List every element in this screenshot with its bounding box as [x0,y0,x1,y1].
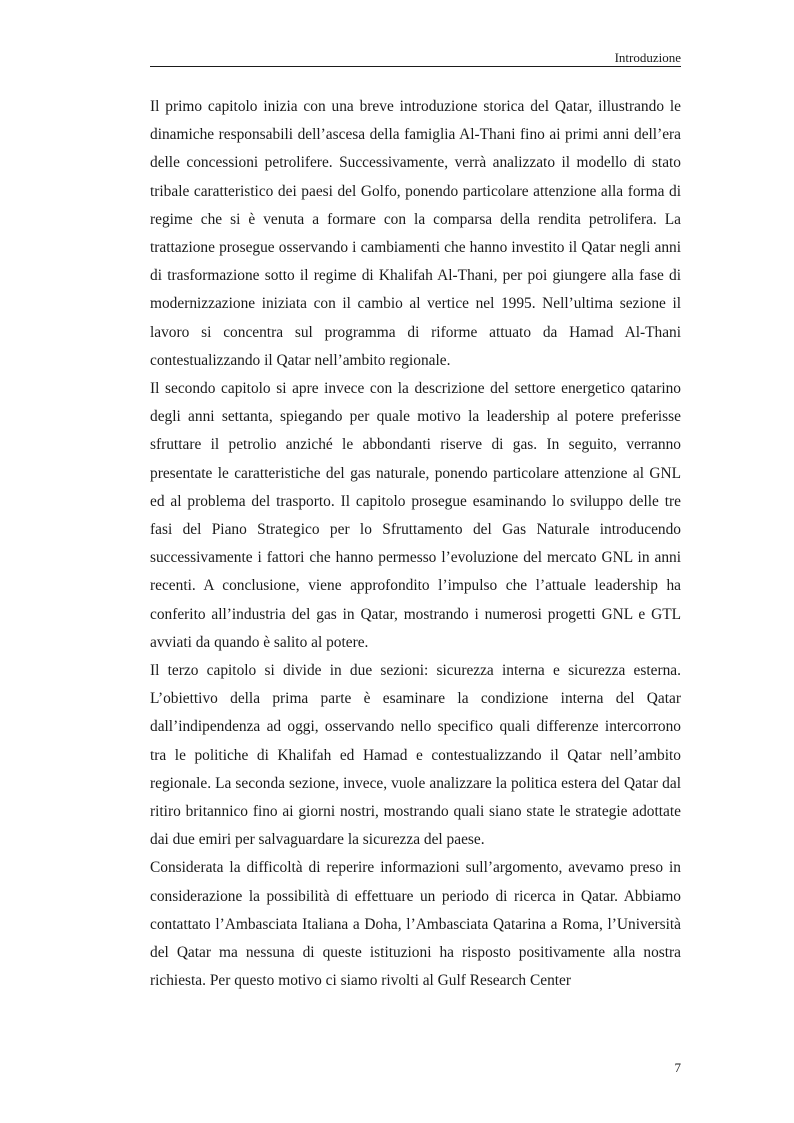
paragraph-chapter-3: Il terzo capitolo si divide in due sezioni: sicurezza interna e sicurezza esterna. L’obiettivo della prima parte è esaminare la condizione interna del Qatar dall’indipendenza ad oggi, osservando nello specifico quali differenze intercorrono tra le politiche di Khalifah ed Hamad e contestualizzando il Qatar nell’ambito regionale. La seconda sezione, invece, vuole analizzare la politica estera del Qatar dal ritiro britannico fino ai giorni nostri, mostrando quali siano state le strategie adottate dai due emiri per salvaguardare la sicurezza del paese. [150,662,681,849]
running-header [150,48,681,68]
page-number: 7 [674,1060,681,1075]
header-title: Introduzione [614,50,681,65]
header-rule [150,66,681,67]
paragraph-chapter-1: Il primo capitolo inizia con una breve introduzione storica del Qatar, illustrando le dinamiche responsabili dell’ascesa della famiglia Al-Thani fino ai primi anni dell’era delle concessioni petrolifere. Successivamente, verrà analizzato il modello di stato tribale caratteristico dei paesi del Golfo, ponendo particolare attenzione alla forma di regime che si è venuta a formare con la comparsa della rendita petrolifera. La trattazione prosegue osservando i cambiamenti che hanno investito il Qatar negli anni di trasformazione sotto il regime di Khalifah Al-Thani, per poi giungere alla fase di modernizzazione iniziata con il cambio al vertice nel 1995. Nell’ultima sezione il lavoro si concentra sul programma di riforme attuato da Hamad Al-Thani contestualizzando il Qatar nell’ambito regionale. [150,98,681,369]
paragraph-chapter-2: Il secondo capitolo si apre invece con la descrizione del settore energetico qatarino degli anni settanta, spiegando per quale motivo la leadership al potere preferisse sfruttare il petrolio anziché le abbondanti riserve di gas. In seguito, verranno presentate le caratteristiche del gas naturale, ponendo particolare attenzione al GNL ed al problema del trasporto. Il capitolo prosegue esaminando lo sviluppo delle tre fasi del Piano Strategico per lo Sfruttamento del Gas Naturale introducendo successivamente i fattori che hanno permesso l’evoluzione del mercato GNL in anni recenti. A conclusione, viene approfondito l’impulso che l’attuale leadership ha conferito all’industria del gas in Qatar, mostrando i numerosi progetti GNL e GTL avviati da quando è salito al potere. [150,380,681,651]
body-text [150,93,681,996]
paragraph-research: Considerata la difficoltà di reperire informazioni sull’argomento, avevamo preso in considerazione la possibilità di effettuare un periodo di ricerca in Qatar. Abbiamo contattato l’Ambasciata Italiana a Doha, l’Ambasciata Qatarina a Roma, l’Università del Qatar ma nessuna di queste istituzioni ha risposto positivamente alla nostra richiesta. Per questo motivo ci siamo rivolti al Gulf Research Center [150,859,681,990]
